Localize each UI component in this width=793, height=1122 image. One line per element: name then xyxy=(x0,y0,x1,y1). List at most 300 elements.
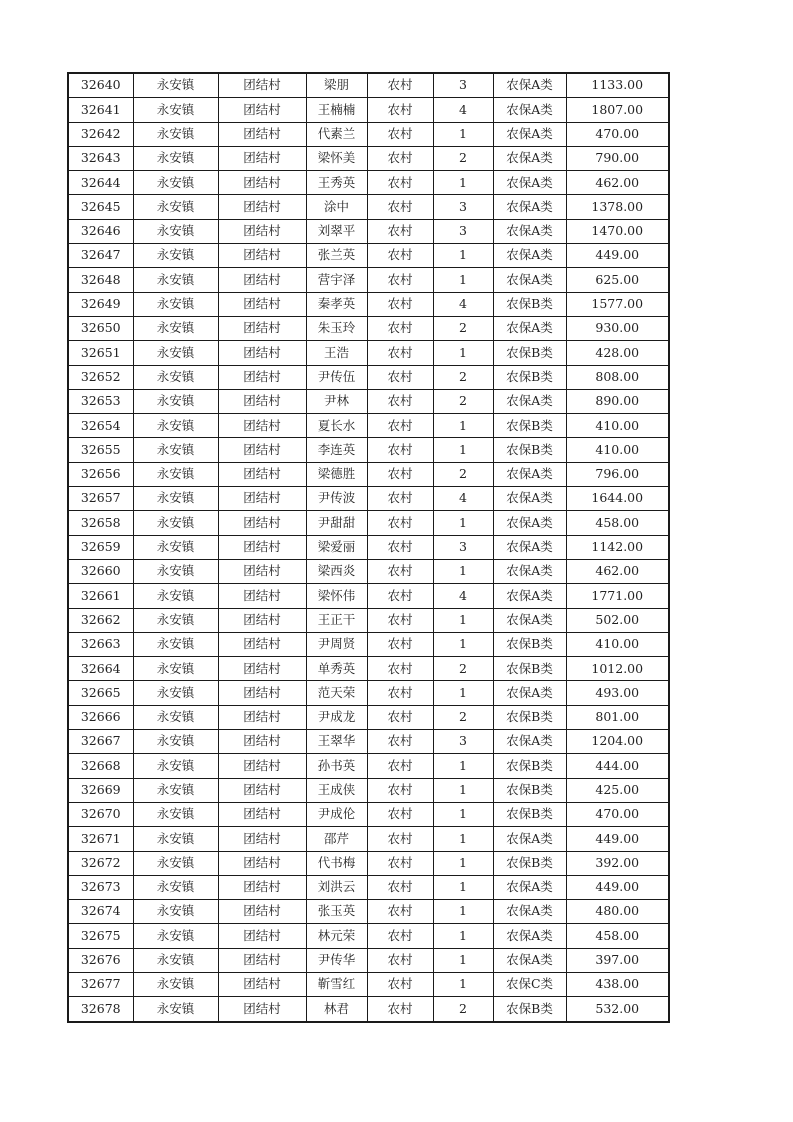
table-row xyxy=(68,195,669,219)
town-cell: 永安镇 xyxy=(133,292,218,316)
name-cell: 尹成龙 xyxy=(306,705,367,729)
table-row xyxy=(68,875,669,899)
amount-cell: 790.00 xyxy=(566,146,669,170)
amount-cell: 930.00 xyxy=(566,316,669,340)
table-row xyxy=(68,657,669,681)
name-cell: 王正干 xyxy=(306,608,367,632)
household-type-cell: 农村 xyxy=(367,268,433,292)
household-type-cell: 农村 xyxy=(367,827,433,851)
village-cell: 团结村 xyxy=(218,98,306,122)
amount-cell: 462.00 xyxy=(566,559,669,583)
insurance-category-cell: 农保A类 xyxy=(493,146,566,170)
member-count-cell: 1 xyxy=(433,608,493,632)
town-cell: 永安镇 xyxy=(133,171,218,195)
town-cell: 永安镇 xyxy=(133,657,218,681)
household-type-cell: 农村 xyxy=(367,171,433,195)
member-count-cell: 2 xyxy=(433,997,493,1022)
amount-cell: 1807.00 xyxy=(566,98,669,122)
data-table xyxy=(67,72,670,1023)
village-cell: 团结村 xyxy=(218,730,306,754)
village-cell: 团结村 xyxy=(218,657,306,681)
member-count-cell: 1 xyxy=(433,559,493,583)
name-cell: 涂中 xyxy=(306,195,367,219)
village-cell: 团结村 xyxy=(218,365,306,389)
amount-cell: 458.00 xyxy=(566,511,669,535)
town-cell: 永安镇 xyxy=(133,219,218,243)
record-id-cell: 32652 xyxy=(68,365,133,389)
name-cell: 王翠华 xyxy=(306,730,367,754)
member-count-cell: 1 xyxy=(433,827,493,851)
member-count-cell: 1 xyxy=(433,948,493,972)
village-cell: 团结村 xyxy=(218,73,306,98)
insurance-category-cell: 农保B类 xyxy=(493,802,566,826)
record-id-cell: 32642 xyxy=(68,122,133,146)
name-cell: 王楠楠 xyxy=(306,98,367,122)
household-type-cell: 农村 xyxy=(367,389,433,413)
name-cell: 营宇泽 xyxy=(306,268,367,292)
village-cell: 团结村 xyxy=(218,997,306,1022)
table-row xyxy=(68,244,669,268)
insurance-category-cell: 农保A类 xyxy=(493,608,566,632)
record-id-cell: 32656 xyxy=(68,462,133,486)
household-type-cell: 农村 xyxy=(367,487,433,511)
town-cell: 永安镇 xyxy=(133,705,218,729)
amount-cell: 1142.00 xyxy=(566,535,669,559)
table-row xyxy=(68,802,669,826)
table-row xyxy=(68,365,669,389)
table-row xyxy=(68,972,669,996)
insurance-category-cell: 农保A类 xyxy=(493,171,566,195)
amount-cell: 470.00 xyxy=(566,802,669,826)
table-row xyxy=(68,462,669,486)
name-cell: 王秀英 xyxy=(306,171,367,195)
insurance-category-cell: 农保A类 xyxy=(493,122,566,146)
record-id-cell: 32643 xyxy=(68,146,133,170)
town-cell: 永安镇 xyxy=(133,559,218,583)
amount-cell: 410.00 xyxy=(566,414,669,438)
household-type-cell: 农村 xyxy=(367,900,433,924)
insurance-category-cell: 农保B类 xyxy=(493,997,566,1022)
name-cell: 代素兰 xyxy=(306,122,367,146)
household-type-cell: 农村 xyxy=(367,584,433,608)
name-cell: 尹传波 xyxy=(306,487,367,511)
insurance-category-cell: 农保A类 xyxy=(493,219,566,243)
record-id-cell: 32678 xyxy=(68,997,133,1022)
record-id-cell: 32647 xyxy=(68,244,133,268)
name-cell: 林元荣 xyxy=(306,924,367,948)
town-cell: 永安镇 xyxy=(133,365,218,389)
name-cell: 张玉英 xyxy=(306,900,367,924)
town-cell: 永安镇 xyxy=(133,900,218,924)
household-type-cell: 农村 xyxy=(367,414,433,438)
town-cell: 永安镇 xyxy=(133,146,218,170)
name-cell: 孙书英 xyxy=(306,754,367,778)
amount-cell: 410.00 xyxy=(566,632,669,656)
insurance-category-cell: 农保B类 xyxy=(493,341,566,365)
member-count-cell: 1 xyxy=(433,122,493,146)
town-cell: 永安镇 xyxy=(133,778,218,802)
amount-cell: 462.00 xyxy=(566,171,669,195)
household-type-cell: 农村 xyxy=(367,802,433,826)
insurance-category-cell: 农保B类 xyxy=(493,851,566,875)
town-cell: 永安镇 xyxy=(133,268,218,292)
table-row xyxy=(68,414,669,438)
village-cell: 团结村 xyxy=(218,681,306,705)
village-cell: 团结村 xyxy=(218,146,306,170)
member-count-cell: 4 xyxy=(433,487,493,511)
record-id-cell: 32640 xyxy=(68,73,133,98)
table-row xyxy=(68,535,669,559)
village-cell: 团结村 xyxy=(218,244,306,268)
household-type-cell: 农村 xyxy=(367,341,433,365)
amount-cell: 480.00 xyxy=(566,900,669,924)
village-cell: 团结村 xyxy=(218,414,306,438)
name-cell: 朱玉玲 xyxy=(306,316,367,340)
name-cell: 尹甜甜 xyxy=(306,511,367,535)
village-cell: 团结村 xyxy=(218,535,306,559)
household-type-cell: 农村 xyxy=(367,316,433,340)
household-type-cell: 农村 xyxy=(367,98,433,122)
household-type-cell: 农村 xyxy=(367,244,433,268)
member-count-cell: 2 xyxy=(433,389,493,413)
town-cell: 永安镇 xyxy=(133,681,218,705)
town-cell: 永安镇 xyxy=(133,730,218,754)
village-cell: 团结村 xyxy=(218,584,306,608)
table-row xyxy=(68,608,669,632)
table-row xyxy=(68,681,669,705)
village-cell: 团结村 xyxy=(218,122,306,146)
record-id-cell: 32674 xyxy=(68,900,133,924)
record-id-cell: 32657 xyxy=(68,487,133,511)
table-row xyxy=(68,511,669,535)
amount-cell: 1470.00 xyxy=(566,219,669,243)
record-id-cell: 32648 xyxy=(68,268,133,292)
name-cell: 梁西炎 xyxy=(306,559,367,583)
village-cell: 团结村 xyxy=(218,511,306,535)
household-type-cell: 农村 xyxy=(367,559,433,583)
record-id-cell: 32651 xyxy=(68,341,133,365)
amount-cell: 1204.00 xyxy=(566,730,669,754)
member-count-cell: 2 xyxy=(433,146,493,170)
member-count-cell: 1 xyxy=(433,632,493,656)
insurance-category-cell: 农保A类 xyxy=(493,98,566,122)
insurance-category-cell: 农保A类 xyxy=(493,730,566,754)
record-id-cell: 32673 xyxy=(68,875,133,899)
town-cell: 永安镇 xyxy=(133,511,218,535)
insurance-category-cell: 农保A类 xyxy=(493,584,566,608)
village-cell: 团结村 xyxy=(218,292,306,316)
table-row xyxy=(68,705,669,729)
insurance-category-cell: 农保B类 xyxy=(493,292,566,316)
household-type-cell: 农村 xyxy=(367,511,433,535)
household-type-cell: 农村 xyxy=(367,924,433,948)
record-id-cell: 32654 xyxy=(68,414,133,438)
record-id-cell: 32677 xyxy=(68,972,133,996)
household-type-cell: 农村 xyxy=(367,851,433,875)
member-count-cell: 1 xyxy=(433,171,493,195)
record-id-cell: 32676 xyxy=(68,948,133,972)
household-type-cell: 农村 xyxy=(367,292,433,316)
name-cell: 梁朋 xyxy=(306,73,367,98)
town-cell: 永安镇 xyxy=(133,389,218,413)
record-id-cell: 32650 xyxy=(68,316,133,340)
member-count-cell: 1 xyxy=(433,924,493,948)
table-row xyxy=(68,219,669,243)
amount-cell: 1378.00 xyxy=(566,195,669,219)
town-cell: 永安镇 xyxy=(133,244,218,268)
town-cell: 永安镇 xyxy=(133,997,218,1022)
village-cell: 团结村 xyxy=(218,195,306,219)
table-row xyxy=(68,146,669,170)
member-count-cell: 3 xyxy=(433,730,493,754)
record-id-cell: 32670 xyxy=(68,802,133,826)
member-count-cell: 1 xyxy=(433,972,493,996)
member-count-cell: 3 xyxy=(433,73,493,98)
table-row xyxy=(68,730,669,754)
table-row xyxy=(68,292,669,316)
amount-cell: 470.00 xyxy=(566,122,669,146)
record-id-cell: 32660 xyxy=(68,559,133,583)
insurance-category-cell: 农保B类 xyxy=(493,438,566,462)
name-cell: 尹传伍 xyxy=(306,365,367,389)
town-cell: 永安镇 xyxy=(133,924,218,948)
village-cell: 团结村 xyxy=(218,389,306,413)
village-cell: 团结村 xyxy=(218,487,306,511)
household-type-cell: 农村 xyxy=(367,948,433,972)
amount-cell: 438.00 xyxy=(566,972,669,996)
town-cell: 永安镇 xyxy=(133,875,218,899)
insurance-category-cell: 农保A类 xyxy=(493,875,566,899)
member-count-cell: 2 xyxy=(433,316,493,340)
name-cell: 梁德胜 xyxy=(306,462,367,486)
amount-cell: 1771.00 xyxy=(566,584,669,608)
household-type-cell: 农村 xyxy=(367,754,433,778)
amount-cell: 625.00 xyxy=(566,268,669,292)
table-row xyxy=(68,997,669,1022)
record-id-cell: 32665 xyxy=(68,681,133,705)
village-cell: 团结村 xyxy=(218,341,306,365)
insurance-category-cell: 农保A类 xyxy=(493,244,566,268)
member-count-cell: 2 xyxy=(433,657,493,681)
village-cell: 团结村 xyxy=(218,851,306,875)
household-type-cell: 农村 xyxy=(367,195,433,219)
village-cell: 团结村 xyxy=(218,608,306,632)
amount-cell: 449.00 xyxy=(566,875,669,899)
household-type-cell: 农村 xyxy=(367,535,433,559)
table-row xyxy=(68,73,669,98)
name-cell: 邵芹 xyxy=(306,827,367,851)
member-count-cell: 1 xyxy=(433,802,493,826)
insurance-category-cell: 农保A类 xyxy=(493,948,566,972)
amount-cell: 532.00 xyxy=(566,997,669,1022)
name-cell: 梁怀伟 xyxy=(306,584,367,608)
table-row xyxy=(68,851,669,875)
insurance-category-cell: 农保B类 xyxy=(493,632,566,656)
table-row xyxy=(68,98,669,122)
record-id-cell: 32675 xyxy=(68,924,133,948)
town-cell: 永安镇 xyxy=(133,122,218,146)
record-id-cell: 32662 xyxy=(68,608,133,632)
record-id-cell: 32653 xyxy=(68,389,133,413)
amount-cell: 1644.00 xyxy=(566,487,669,511)
member-count-cell: 1 xyxy=(433,438,493,462)
household-type-cell: 农村 xyxy=(367,122,433,146)
town-cell: 永安镇 xyxy=(133,73,218,98)
record-id-cell: 32644 xyxy=(68,171,133,195)
name-cell: 靳雪红 xyxy=(306,972,367,996)
village-cell: 团结村 xyxy=(218,948,306,972)
record-id-cell: 32645 xyxy=(68,195,133,219)
insurance-category-cell: 农保B类 xyxy=(493,414,566,438)
member-count-cell: 1 xyxy=(433,851,493,875)
amount-cell: 493.00 xyxy=(566,681,669,705)
record-id-cell: 32649 xyxy=(68,292,133,316)
town-cell: 永安镇 xyxy=(133,414,218,438)
amount-cell: 397.00 xyxy=(566,948,669,972)
household-type-cell: 农村 xyxy=(367,632,433,656)
member-count-cell: 4 xyxy=(433,292,493,316)
town-cell: 永安镇 xyxy=(133,487,218,511)
table-row xyxy=(68,632,669,656)
village-cell: 团结村 xyxy=(218,219,306,243)
table-row xyxy=(68,948,669,972)
village-cell: 团结村 xyxy=(218,171,306,195)
member-count-cell: 2 xyxy=(433,365,493,389)
name-cell: 尹周贤 xyxy=(306,632,367,656)
village-cell: 团结村 xyxy=(218,802,306,826)
member-count-cell: 1 xyxy=(433,244,493,268)
household-type-cell: 农村 xyxy=(367,681,433,705)
name-cell: 刘翠平 xyxy=(306,219,367,243)
table-row xyxy=(68,924,669,948)
insurance-category-cell: 农保A类 xyxy=(493,511,566,535)
name-cell: 李连英 xyxy=(306,438,367,462)
amount-cell: 808.00 xyxy=(566,365,669,389)
amount-cell: 410.00 xyxy=(566,438,669,462)
town-cell: 永安镇 xyxy=(133,754,218,778)
village-cell: 团结村 xyxy=(218,778,306,802)
insurance-category-cell: 农保B类 xyxy=(493,754,566,778)
record-id-cell: 32664 xyxy=(68,657,133,681)
village-cell: 团结村 xyxy=(218,438,306,462)
member-count-cell: 1 xyxy=(433,681,493,705)
town-cell: 永安镇 xyxy=(133,438,218,462)
amount-cell: 796.00 xyxy=(566,462,669,486)
amount-cell: 449.00 xyxy=(566,827,669,851)
village-cell: 团结村 xyxy=(218,754,306,778)
table-row xyxy=(68,827,669,851)
insurance-category-cell: 农保A类 xyxy=(493,535,566,559)
village-cell: 团结村 xyxy=(218,875,306,899)
member-count-cell: 1 xyxy=(433,754,493,778)
table-row xyxy=(68,316,669,340)
record-id-cell: 32671 xyxy=(68,827,133,851)
insurance-category-cell: 农保A类 xyxy=(493,559,566,583)
record-id-cell: 32659 xyxy=(68,535,133,559)
table-row xyxy=(68,389,669,413)
household-type-cell: 农村 xyxy=(367,875,433,899)
household-type-cell: 农村 xyxy=(367,462,433,486)
village-cell: 团结村 xyxy=(218,900,306,924)
record-id-cell: 32641 xyxy=(68,98,133,122)
town-cell: 永安镇 xyxy=(133,948,218,972)
amount-cell: 1012.00 xyxy=(566,657,669,681)
name-cell: 梁爱丽 xyxy=(306,535,367,559)
town-cell: 永安镇 xyxy=(133,341,218,365)
name-cell: 代书梅 xyxy=(306,851,367,875)
insurance-category-cell: 农保A类 xyxy=(493,268,566,292)
name-cell: 王成侠 xyxy=(306,778,367,802)
member-count-cell: 3 xyxy=(433,535,493,559)
name-cell: 尹林 xyxy=(306,389,367,413)
table-row xyxy=(68,778,669,802)
record-id-cell: 32658 xyxy=(68,511,133,535)
name-cell: 范天荣 xyxy=(306,681,367,705)
amount-cell: 502.00 xyxy=(566,608,669,632)
insurance-category-cell: 农保A类 xyxy=(493,462,566,486)
insurance-category-cell: 农保A类 xyxy=(493,73,566,98)
table-row xyxy=(68,438,669,462)
insurance-category-cell: 农保B类 xyxy=(493,657,566,681)
amount-cell: 425.00 xyxy=(566,778,669,802)
town-cell: 永安镇 xyxy=(133,316,218,340)
town-cell: 永安镇 xyxy=(133,195,218,219)
member-count-cell: 3 xyxy=(433,195,493,219)
insurance-category-cell: 农保A类 xyxy=(493,316,566,340)
household-type-cell: 农村 xyxy=(367,972,433,996)
name-cell: 夏长水 xyxy=(306,414,367,438)
town-cell: 永安镇 xyxy=(133,972,218,996)
household-type-cell: 农村 xyxy=(367,608,433,632)
member-count-cell: 2 xyxy=(433,705,493,729)
member-count-cell: 1 xyxy=(433,414,493,438)
name-cell: 梁怀美 xyxy=(306,146,367,170)
record-id-cell: 32669 xyxy=(68,778,133,802)
table-row xyxy=(68,171,669,195)
town-cell: 永安镇 xyxy=(133,827,218,851)
village-cell: 团结村 xyxy=(218,705,306,729)
name-cell: 刘洪云 xyxy=(306,875,367,899)
insurance-category-cell: 农保A类 xyxy=(493,900,566,924)
insurance-category-cell: 农保C类 xyxy=(493,972,566,996)
town-cell: 永安镇 xyxy=(133,632,218,656)
record-id-cell: 32666 xyxy=(68,705,133,729)
insurance-category-cell: 农保B类 xyxy=(493,705,566,729)
insurance-category-cell: 农保A类 xyxy=(493,827,566,851)
record-id-cell: 32668 xyxy=(68,754,133,778)
household-type-cell: 农村 xyxy=(367,657,433,681)
table-row xyxy=(68,584,669,608)
insurance-category-cell: 农保B类 xyxy=(493,365,566,389)
village-cell: 团结村 xyxy=(218,632,306,656)
town-cell: 永安镇 xyxy=(133,802,218,826)
town-cell: 永安镇 xyxy=(133,462,218,486)
village-cell: 团结村 xyxy=(218,462,306,486)
member-count-cell: 4 xyxy=(433,98,493,122)
town-cell: 永安镇 xyxy=(133,851,218,875)
record-id-cell: 32672 xyxy=(68,851,133,875)
insurance-category-cell: 农保A类 xyxy=(493,195,566,219)
record-id-cell: 32667 xyxy=(68,730,133,754)
name-cell: 张兰英 xyxy=(306,244,367,268)
table-row xyxy=(68,754,669,778)
insurance-category-cell: 农保A类 xyxy=(493,389,566,413)
member-count-cell: 1 xyxy=(433,875,493,899)
insurance-category-cell: 农保B类 xyxy=(493,778,566,802)
name-cell: 尹成伦 xyxy=(306,802,367,826)
table-row xyxy=(68,268,669,292)
household-type-cell: 农村 xyxy=(367,705,433,729)
